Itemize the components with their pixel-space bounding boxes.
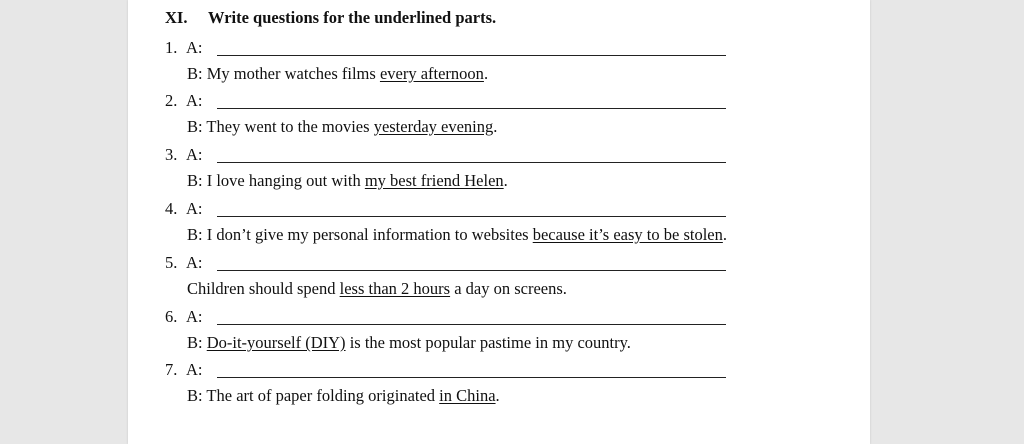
statement-end: . [503,171,508,190]
question-number: 1. [165,38,178,57]
statement-text: I don’t give my personal information to websites [206,225,533,244]
statement-line [187,171,508,193]
statement-end: is the most popular pastime in my country. [345,333,631,352]
speaker-a-label: A: [186,38,203,57]
statement-line [187,64,488,86]
statement-end: . [722,225,727,244]
answer-line [165,307,203,329]
exercise-heading [165,8,496,32]
question-number: 3. [165,145,178,164]
question-item [0,307,1024,361]
statement-end: . [483,64,489,83]
speaker-a-label: A: [186,91,203,110]
statement-text: They went to the movies [206,117,374,136]
speaker-a-label: A: [186,307,203,326]
statement-line [187,117,497,139]
answer-line [165,253,203,275]
speaker-b-label: B: [187,333,203,352]
statement-end: . [493,117,498,136]
underlined-part: Do-it-yourself (DIY) [206,333,346,352]
question-number: 5. [165,253,178,272]
speaker-b-label: B: [187,64,203,83]
question-item [0,145,1024,199]
speaker-b-label: B: [187,225,203,244]
statement-end: a day on screens. [450,279,567,298]
underlined-part: every afternoon [379,64,484,83]
answer-blank[interactable] [217,162,726,163]
answer-blank[interactable] [217,216,726,217]
speaker-b-label: B: [187,386,203,405]
statement-line [187,279,567,301]
question-item [0,253,1024,307]
underlined-part: my best friend Helen [364,171,504,190]
statement-text: Children should spend [187,279,340,298]
question-item [0,38,1024,92]
statement-text: My mother watches films [206,64,380,83]
underlined-part: because it’s easy to be stolen [532,225,723,244]
exercise-number: XI. [165,8,188,27]
question-number: 6. [165,307,178,326]
answer-line [165,360,203,382]
answer-line [165,91,203,113]
answer-blank[interactable] [217,324,726,325]
underlined-part: yesterday evening [373,117,494,136]
answer-blank[interactable] [217,108,726,109]
question-number: 2. [165,91,178,110]
speaker-b-label: B: [187,171,203,190]
statement-line [187,386,500,408]
question-item [0,199,1024,253]
question-number: 7. [165,360,178,379]
answer-line [165,199,203,221]
underlined-part: less than 2 hours [339,279,451,298]
answer-blank[interactable] [217,270,726,271]
answer-line [165,38,203,60]
speaker-a-label: A: [186,199,203,218]
speaker-a-label: A: [186,253,203,272]
speaker-a-label: A: [186,360,203,379]
underlined-part: in China [439,386,496,405]
question-item [0,360,1024,414]
statement-end: . [495,386,500,405]
question-item [0,91,1024,145]
statement-text: I love hanging out with [206,171,365,190]
exercise-instruction: Write questions for the underlined parts. [208,8,497,27]
statement-line [187,225,727,247]
speaker-b-label: B: [187,117,203,136]
question-number: 4. [165,199,178,218]
statement-text: The art of paper folding originated [206,386,440,405]
answer-line [165,145,203,167]
answer-blank[interactable] [217,377,726,378]
answer-blank[interactable] [217,55,726,56]
speaker-a-label: A: [186,145,203,164]
statement-line [187,333,631,355]
